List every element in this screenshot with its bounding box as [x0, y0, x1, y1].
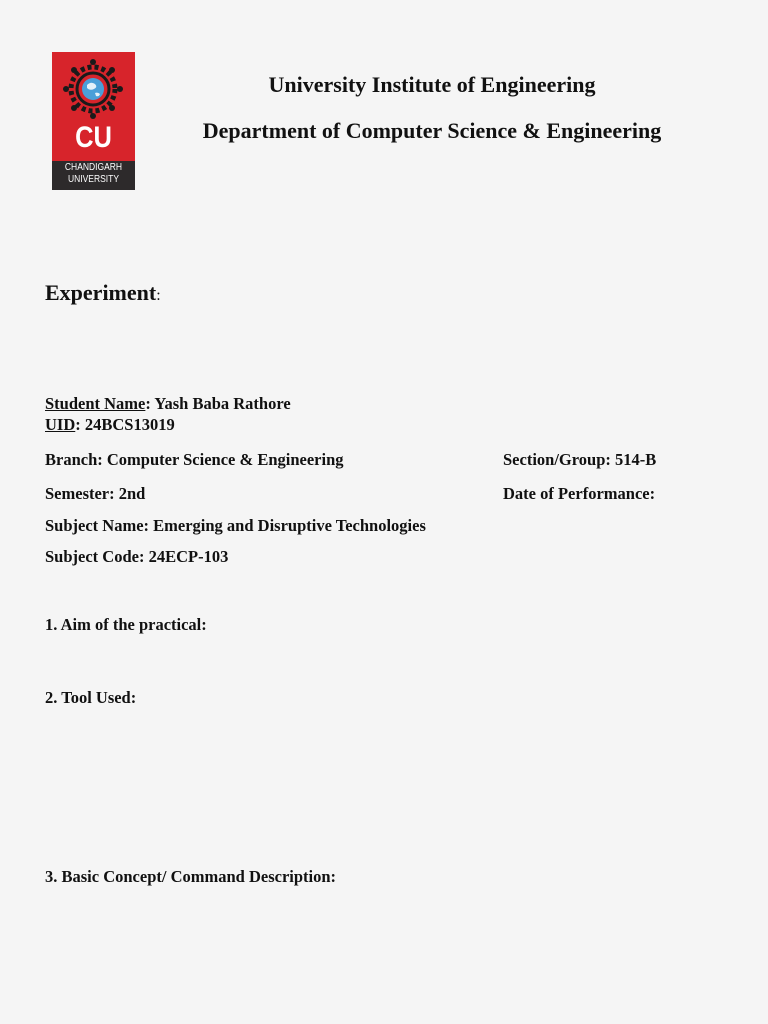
experiment-heading [45, 280, 161, 306]
student-name-row [45, 394, 291, 414]
student-name-value: : Yash Baba Rathore [145, 394, 291, 413]
aim-heading: 1. Aim of the practical: [45, 615, 207, 634]
logo-mark: CU [75, 121, 112, 154]
date-of-performance-field: Date of Performance: [503, 484, 656, 503]
department-title: Department of Computer Science & Engineering [202, 118, 662, 143]
institute-title: University Institute of Engineering [268, 72, 596, 97]
uid-value: : 24BCS13019 [75, 415, 175, 434]
subject-code-field: Subject Code: 24ECP-103 [45, 547, 229, 566]
experiment-label: Experiment [45, 280, 157, 305]
subject-name-field: Subject Name: Emerging and Disruptive Technologies [45, 516, 426, 535]
basic-concept-heading: 3. Basic Concept/ Command Description: [45, 867, 337, 886]
section-group-field: Section/Group: 514-B [503, 450, 657, 469]
logo-text-line-1: CHANDIGARH [64, 162, 123, 173]
logo-text-line-2: UNIVERSITY [67, 174, 119, 185]
semester-field: Semester: 2nd [45, 484, 146, 503]
student-name-label: Student Name [45, 394, 146, 413]
uid-label: UID [45, 415, 76, 434]
uid-row [45, 415, 175, 435]
experiment-separator: : [156, 287, 161, 304]
branch-field: Branch: Computer Science & Engineering [45, 450, 344, 469]
tool-used-heading: 2. Tool Used: [45, 688, 137, 707]
